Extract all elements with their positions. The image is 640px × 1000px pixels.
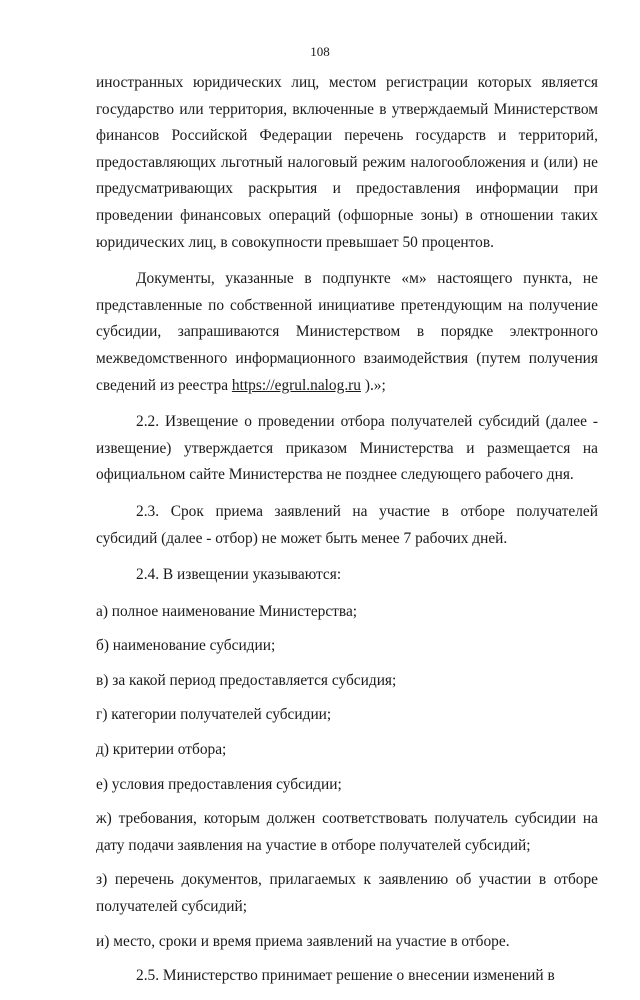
list-item-g: г) категории получателей субсидии; (96, 706, 332, 724)
page-number: 108 (310, 44, 330, 59)
list-item-d: д) критерии отбора; (96, 741, 227, 759)
paragraph-2-2: 2.2. Извещение о проведении отбора получателей субсидий (далее - извещение) утверждается приказом Министерства и размещается на официальном сайте Министерства не позднее следующего рабочего дня. (96, 413, 598, 484)
document-body (96, 70, 598, 1000)
paragraph-2-3: 2.3. Срок приема заявлений на участие в отборе получателей субсидий (далее - отбор) не может быть менее 7 рабочих дней. (96, 502, 598, 547)
paragraph-documents-text: Документы, указанные в подпункте «м» настоящего пункта, не представленные по собственной инициативе претендующим на получение субсидии, запрашиваются Министерством в порядке электронного межведомственного информационного взаимодействия (путем получения сведений из реестра (96, 270, 598, 394)
list-item-b: б) наименование субсидии; (96, 637, 276, 655)
list-item-i: и) место, сроки и время приема заявлений на участие в отборе. (96, 932, 510, 950)
paragraph-documents (96, 266, 598, 399)
egrul-link[interactable]: https://egrul.nalog.ru (231, 376, 361, 394)
paragraph-2-4: 2.4. В извещении указываются: (136, 566, 342, 584)
list-item-e: е) условия предоставления субсидии; (96, 775, 342, 793)
paragraph-documents-end: ).»; (360, 376, 386, 394)
paragraph-2-5: 2.5. Министерство принимает решение о внесении изменений в (136, 967, 555, 985)
list-item-v: в) за какой период предоставляется субсидия; (96, 671, 397, 689)
list-item-zh: ж) требования, которым должен соответствовать получатель субсидии на дату подачи заявления на участие в отборе получателей субсидий; (96, 810, 598, 854)
list-item-a: а) полное наименование Министерства; (96, 602, 358, 620)
paragraph-offshore: иностранных юридических лиц, местом регистрации которых является государство или территория, включенные в утверждаемый Министерством финансов Российской Федерации перечень государств и территорий, предоставляющих льготный налоговый режим налогообложения и (или) не предусматривающих раскрытия и предоставления информации при проведении финансовых операций (офшорные зоны) в отношении таких юридических лиц, в совокупности превышает 50 процентов. (96, 74, 598, 251)
list-item-z: з) перечень документов, прилагаемых к заявлению об участии в отборе получателей субсидий; (96, 871, 598, 916)
